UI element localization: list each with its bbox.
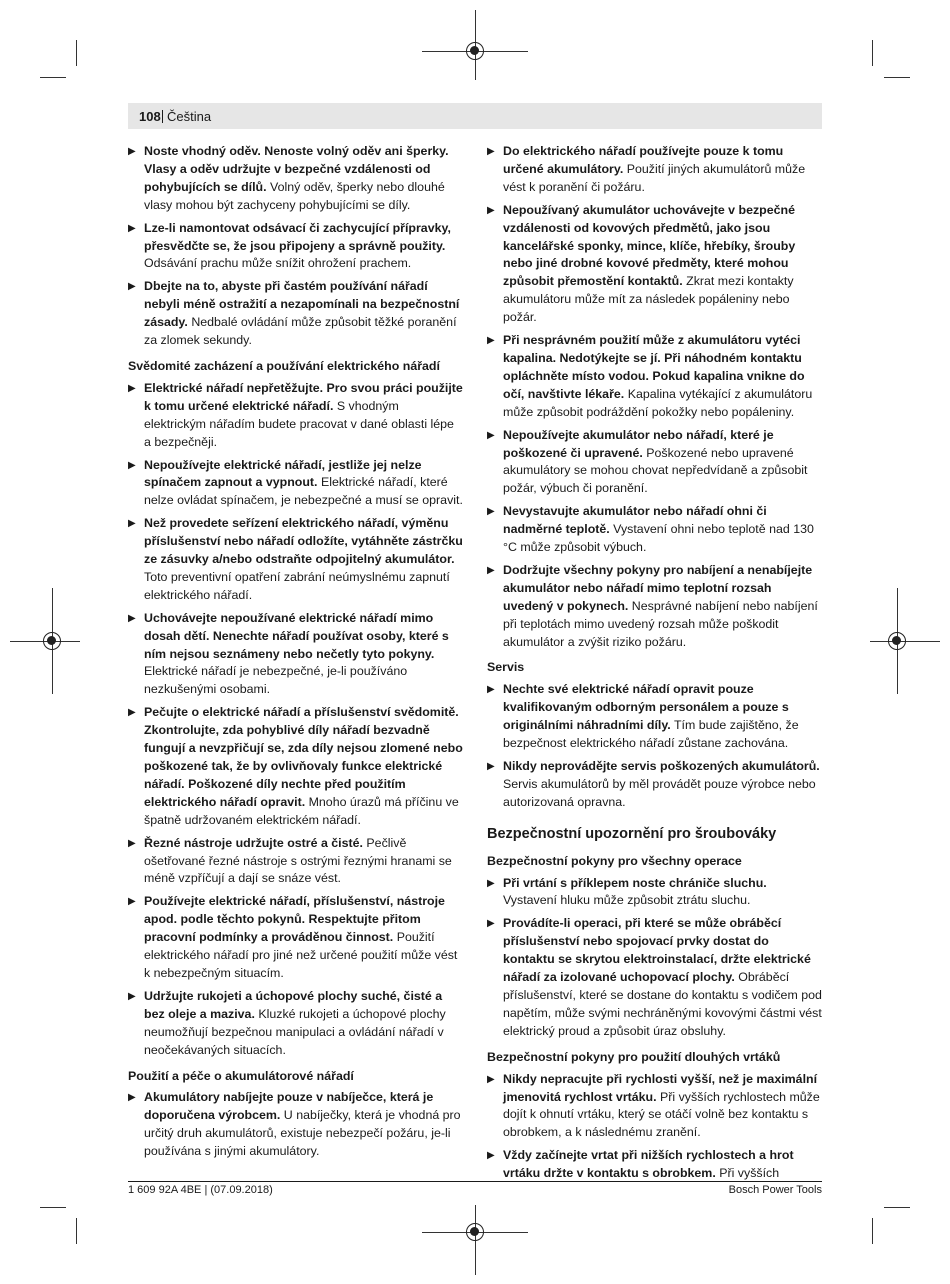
- bullet-arrow-icon: ▶: [487, 146, 495, 157]
- safety-instruction: [128, 220, 463, 274]
- instruction-text: Kluzké rukojeti a úchopové plochy neumožňují bezpečnou manipulaci a ovládání nářadí v neočekávaných situacích.: [144, 1006, 446, 1057]
- subsection-heading: Použití a péče o akumulátorové nářadí: [128, 1068, 354, 1083]
- safety-instruction: [487, 562, 823, 652]
- bullet-arrow-icon: ▶: [487, 1073, 495, 1085]
- safety-instruction: [487, 1071, 823, 1143]
- instruction-bold: Při nesprávném použití může z akumulátoru vytéci kapalina. Nedotýkejte se jí. Při náhodném kontaktu opláchněte místo vodou. Pokud kapalina vnikne do očí, navštivte lékaře.: [503, 333, 805, 401]
- instruction-text: U nabíječky, která je vhodná pro určitý druh akumulátorů, existuje nebezpečí požáru, je-li používána s jinými akumulátory.: [144, 1108, 461, 1159]
- instruction-text: Volný oděv, šperky nebo dlouhé vlasy mohou být zachyceny pohybujícími se díly.: [144, 179, 445, 212]
- bullet-arrow-icon: ▶: [487, 429, 495, 441]
- instruction-text: Toto preventivní opatření zabrání neúmyslnému zapnutí elektrického nářadí.: [144, 569, 450, 602]
- crop-mark: [872, 1218, 873, 1244]
- registration-mark-right: [888, 632, 906, 650]
- instruction-bold: Dbejte na to, abyste při častém používání nářadí nebyli méně ostražití a nezapomínali na bezpečnostní zásady.: [144, 279, 460, 330]
- instruction-bold: Uchovávejte nepoužívané elektrické nářadí mimo dosah dětí. Nenechte nářadí používat osoby, které s ním nejsou seznámeny nebo nečetly tyto pokyny.: [144, 610, 449, 661]
- safety-instruction: [128, 515, 463, 605]
- safety-instruction: [487, 758, 823, 812]
- subsection-heading: Bezpečnostní pokyny pro použití dlouhých vrtáků: [487, 1049, 781, 1064]
- instruction-text: Použití elektrického nářadí pro jiné než určené použití může vést k nebezpečným situacím.: [144, 930, 458, 980]
- safety-instruction: [487, 332, 823, 422]
- crop-mark: [884, 77, 910, 78]
- bullet-arrow-icon: ▶: [487, 1150, 495, 1162]
- instruction-bold: Udržujte rukojeti a úchopové plochy suché, čisté a bez oleje a maziva.: [144, 988, 443, 1021]
- bullet-arrow-icon: ▶: [487, 877, 495, 889]
- safety-instruction: [487, 427, 823, 499]
- instruction-bold: Používejte elektrické nářadí, příslušenství, nástroje apod. podle těchto pokynů. Respektujte přitom pracovní podmínky a prováděnou činnost.: [144, 894, 445, 945]
- bullet-arrow-icon: ▶: [128, 281, 136, 293]
- instruction-text: Poškozené nebo upravené akumulátory se mohou chovat nepředvídaně a způsobit požár, výbuch či poranění.: [503, 445, 808, 496]
- safety-instruction: [487, 503, 823, 557]
- instruction-bold: Nepoužívaný akumulátor uchovávejte v bezpečné vzdálenosti od kovových předmětů, jako jsou kancelářské sponky, mince, klíče, hřebíky, šrouby nebo jiné drobné kovové předměty, které mohou způsobit přemostění kontaktů.: [503, 202, 796, 289]
- instruction-bold: Do elektrického nářadí používejte pouze k tomu určené akumulátory.: [503, 144, 784, 176]
- section-heading: Bezpečnostní upozornění pro šroubováky: [487, 825, 777, 842]
- instruction-text: S vhodným elektrickým nářadím budete pracovat v dané oblasti lépe a bezpečněji.: [144, 398, 454, 449]
- subsection-heading: Svědomité zacházení a používání elektrického nářadí: [128, 358, 440, 373]
- instruction-bold: Dodržujte všechny pokyny pro nabíjení a nenabíjejte akumulátor nebo nářadí mimo teplotní rozsah uvedený v pokynech.: [503, 562, 813, 613]
- subsection-heading: Servis: [487, 660, 525, 675]
- bullet-arrow-icon: ▶: [128, 1092, 136, 1104]
- instruction-bold: Elektrické nářadí nepřetěžujte. Pro svou práci použijte k tomu určené elektrické nářadí.: [144, 380, 463, 413]
- crop-mark: [76, 1218, 77, 1244]
- safety-instruction: [128, 278, 463, 350]
- instruction-bold: Akumulátory nabíjejte pouze v nabíječce, která je doporučena výrobcem.: [144, 1090, 434, 1123]
- bullet-arrow-icon: ▶: [128, 382, 136, 394]
- instruction-bold: Nepoužívejte elektrické nářadí, jestliže jej nelze spínačem zapnout a vypnout.: [144, 457, 422, 490]
- bullet-arrow-icon: ▶: [128, 707, 136, 719]
- instruction-bold: Při vrtání s příklepem noste chrániče sluchu.: [503, 875, 767, 890]
- bullet-arrow-icon: ▶: [128, 896, 136, 908]
- subsection-heading: Bezpečnostní pokyny pro všechny operace: [487, 853, 742, 868]
- page-language: Čeština: [167, 109, 212, 124]
- safety-instruction: [487, 143, 823, 197]
- instruction-text: Elektrické nářadí je nebezpečné, je-li používáno nezkušenými osobami.: [144, 664, 408, 697]
- registration-mark-left: [43, 632, 61, 650]
- bullet-arrow-icon: ▶: [487, 918, 495, 930]
- bullet-arrow-icon: ▶: [128, 146, 136, 157]
- instruction-bold: Pečujte o elektrické nářadí a příslušenství svědomitě. Zkontrolujte, zda pohyblivé díly nářadí bezvadně fungují a nevzpřičují se, zda díly nejsou zlomené nebo poškozené tak, že by ovlivňovaly funkce elektrické nářadí. Poškozené díly nechte před použitím elektrického nářadí opravit.: [144, 705, 463, 809]
- instruction-bold: Nikdy neprovádějte servis poškozených akumulátorů.: [503, 759, 820, 773]
- footer-divider: [128, 1181, 822, 1182]
- instruction-text: Pečlivě ošetřované řezné nástroje s ostrými řeznými hranami se méně vzpříčují a dají se snáze vést.: [144, 835, 452, 886]
- brand-footer: Bosch Power Tools: [728, 1184, 822, 1196]
- instruction-text: Mnoho úrazů má příčinu ve špatně udržovaném elektrickém nářadí.: [144, 794, 459, 827]
- header-separator: [162, 110, 163, 123]
- instruction-text: Obráběcí příslušenství, které se dostane do kontaktu s vodičem pod napětím, může svými nechráněnými kovovými částmi vést elektrický proud a způsobit úraz obsluhy.: [503, 970, 822, 1038]
- document-number: 1 609 92A 4BE | (07.09.2018): [128, 1184, 273, 1196]
- safety-instruction: [128, 835, 463, 889]
- instruction-text: Odsávání prachu může snížit ohrožení prachem.: [144, 256, 412, 271]
- instruction-text: Vystavení hluku může způsobit ztrátu sluchu.: [503, 893, 751, 908]
- instruction-bold: Nikdy nepracujte při rychlosti vyšší, než je maximální jmenovitá rychlost vrtáku.: [503, 1071, 818, 1104]
- instruction-text: Vystavení ohni nebo teplotě nad 130 °C může způsobit výbuch.: [503, 522, 814, 555]
- safety-instruction: [128, 143, 463, 215]
- crop-mark: [872, 40, 873, 66]
- bullet-arrow-icon: ▶: [128, 837, 136, 849]
- safety-instruction: [128, 704, 463, 829]
- safety-instruction: [128, 380, 463, 452]
- instruction-text: Zkrat mezi kontakty akumulátoru může mít za následek popáleniny nebo požár.: [503, 274, 794, 325]
- instruction-bold: Nepoužívejte akumulátor nebo nářadí, které je poškozené či upravené.: [503, 427, 774, 460]
- safety-instruction: [487, 875, 823, 911]
- bullet-arrow-icon: ▶: [487, 564, 495, 576]
- crop-mark: [76, 40, 77, 66]
- instruction-text: Servis akumulátorů by měl provádět pouze výrobce nebo autorizovaná opravna.: [503, 776, 816, 809]
- safety-instruction: [487, 202, 823, 327]
- bullet-arrow-icon: ▶: [128, 612, 136, 624]
- instruction-text: Nedbalé ovládání může způsobit těžké poranění za zlomek sekundy.: [144, 315, 457, 348]
- instruction-text: Při vyšších: [719, 1166, 780, 1181]
- bullet-arrow-icon: ▶: [487, 204, 495, 216]
- instruction-text: Kapalina vytékající z akumulátoru může způsobit podráždění pokožky nebo popáleniny.: [503, 386, 813, 419]
- instruction-text: Použití jiných akumulátorů může vést k poranění či požáru.: [503, 161, 806, 194]
- instruction-bold: Nevystavujte akumulátor nebo nářadí ohni či nadměrné teplotě.: [503, 504, 767, 537]
- instruction-bold: Řezné nástroje udržujte ostré a čisté.: [144, 835, 363, 850]
- instruction-text: Tím bude zajištěno, že bezpečnost elektrického nářadí zůstane zachována.: [503, 718, 799, 751]
- instruction-bold: Nechte své elektrické nářadí opravit pouze kvalifikovaným odborným personálem a pouze s originálními náhradními díly.: [503, 682, 789, 733]
- safety-instruction: [487, 681, 823, 753]
- instruction-bold: Vždy začínejte vrtat při nižších rychlostech a hrot vrtáku držte v kontaktu s obrobkem.: [503, 1148, 794, 1181]
- registration-mark-top: [466, 42, 484, 60]
- instruction-bold: Provádíte-li operaci, při které se může obráběcí příslušenství nebo spojovací prvky dostat do kontaktu se skrytou elektroinstalací, držte elektrické nářadí za izolované uchopovací plochy.: [503, 916, 811, 985]
- bullet-arrow-icon: ▶: [128, 459, 136, 471]
- page-number: 108: [139, 109, 161, 124]
- safety-instruction: [128, 1089, 463, 1161]
- instruction-bold: Než provedete seřízení elektrického nářadí, výměnu příslušenství nebo nářadí odložíte, vytáhněte zástrčku ze zásuvky a/nebo odstraňte odpojitelný akumulátor.: [144, 516, 463, 567]
- left-column: [128, 143, 463, 1166]
- instruction-bold: Lze-li namontovat odsávací či zachycující přípravky, přesvědčte se, že jsou připojeny a správně použity.: [144, 220, 451, 253]
- bullet-arrow-icon: ▶: [487, 506, 495, 518]
- safety-instruction: [128, 610, 463, 700]
- safety-instruction: [128, 988, 463, 1060]
- crop-mark: [40, 77, 66, 78]
- bullet-arrow-icon: ▶: [487, 335, 495, 347]
- bullet-arrow-icon: ▶: [128, 222, 136, 234]
- safety-instruction: [128, 457, 463, 511]
- instruction-text: Při vyšších rychlostech může dojít k ohnutí vrtáku, který se otáčí volně bez kontaktu s obrobkem, a k následnému zranění.: [503, 1089, 820, 1140]
- instruction-text: Nesprávné nabíjení nebo nabíjení při teplotách mimo uvedený rozsah může poškodit akumulátor a zvýšit riziko požáru.: [503, 598, 818, 649]
- safety-instruction: [487, 1147, 823, 1183]
- instruction-text: Elektrické nářadí, které nelze ovládat spínačem, je nebezpečné a musí se opravit.: [144, 475, 463, 508]
- page-header: [128, 103, 822, 129]
- bullet-arrow-icon: ▶: [487, 684, 495, 696]
- instruction-bold: Noste vhodný oděv. Nenoste volný oděv ani šperky. Vlasy a oděv udržujte v bezpečné vzdálenosti od pohybujících se dílů.: [144, 144, 449, 194]
- registration-mark-bottom: [466, 1223, 484, 1241]
- bullet-arrow-icon: ▶: [128, 990, 136, 1002]
- bullet-arrow-icon: ▶: [487, 761, 495, 772]
- crop-mark: [884, 1207, 910, 1208]
- bullet-arrow-icon: ▶: [128, 518, 136, 530]
- crop-mark: [40, 1207, 66, 1208]
- right-column: [487, 143, 823, 1188]
- safety-instruction: [128, 893, 463, 983]
- safety-instruction: [487, 915, 823, 1040]
